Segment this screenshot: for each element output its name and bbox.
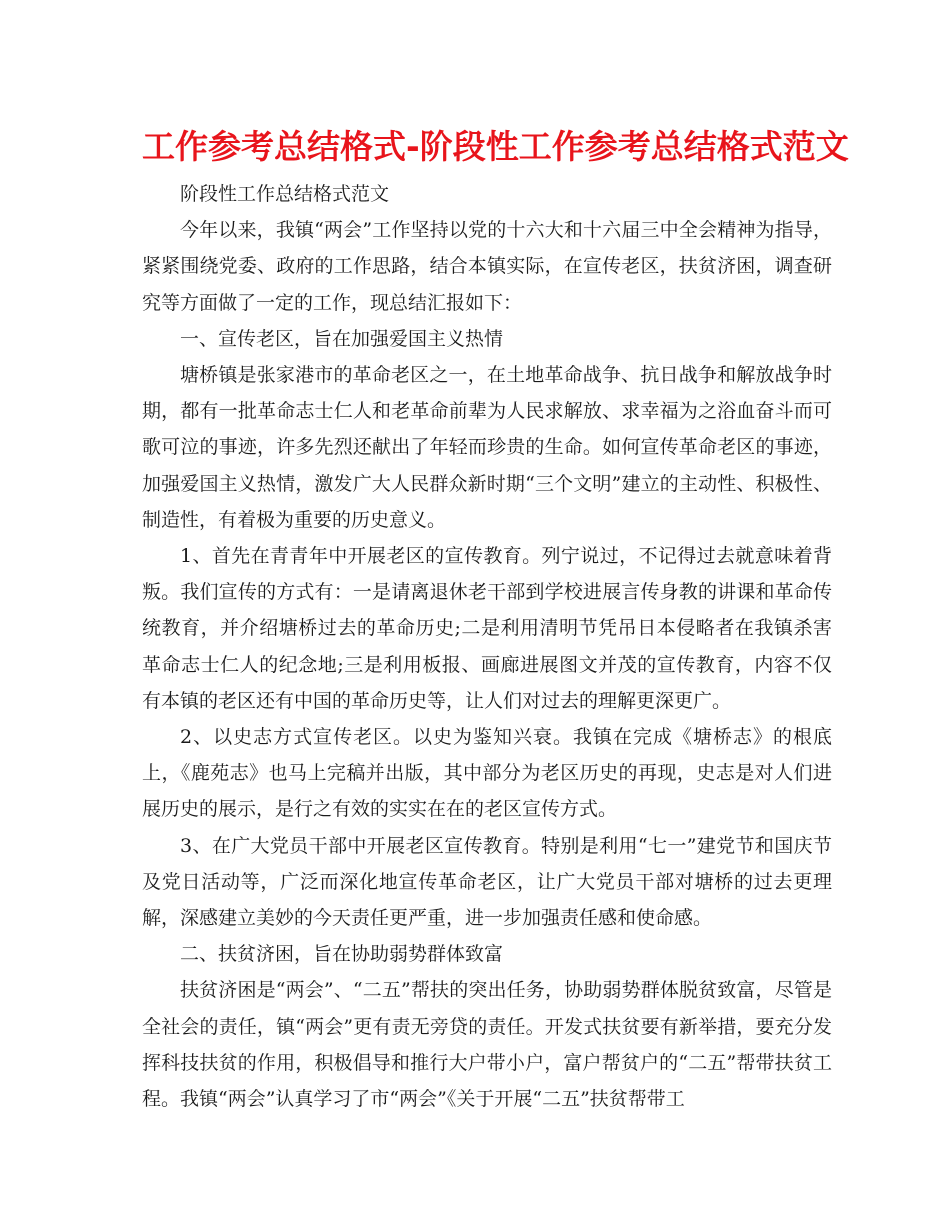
document-title: 工作参考总结格式-阶段性工作参考总结格式范文 bbox=[142, 127, 849, 166]
paragraph-item-3: 3、在广大党员干部中开展老区宣传教育。特别是利用“七一”建党节和国庆节及党日活动等，广泛而深化地宣传革命老区，让广大党员干部对塘桥的过去更理解，深感建立美妙的今天责任更严重，进一步加强责任感和使命感。 bbox=[142, 834, 832, 930]
paragraph-subtitle: 阶段性工作总结格式范文 bbox=[180, 183, 390, 205]
section-heading-1: 一、宣传老区，旨在加强爱国主义热情 bbox=[180, 327, 504, 350]
paragraph-item-1: 1、首先在青青年中开展老区的宣传教育。列宁说过，不记得过去就意味着背叛。我们宣传的方式有：一是请离退休老干部到学校进展言传身教的讲课和革命传统教育，并介绍塘桥过去的革命历史;二是利用清明节凭吊日本侵略者在我镇杀害革命志士仁人的纪念地;三是利用板报、画廊进展图文并茂的宣传教育，内容不仅有本镇的老区还有中国的革命历史等，让人们对过去的理解更深更广。 bbox=[142, 545, 832, 712]
paragraph-item-2: 2、以史志方式宣传老区。以史为鉴知兴衰。我镇在完成《塘桥志》的根底上，《鹿苑志》也马上完稿并出版，其中部分为老区历史的再现，史志是对人们进展历史的展示，是行之有效的实实在在的老区宣传方式。 bbox=[142, 726, 832, 821]
paragraph-intro: 今年以来，我镇“两会”工作坚持以党的十六大和十六届三中全会精神为指导，紧紧围绕党委、政府的工作思路，结合本镇实际，在宣传老区，扶贫济困，调查研究等方面做了一定的工作，现总结汇报如下： bbox=[142, 219, 832, 314]
section-heading-2: 二、扶贫济困，旨在协助弱势群体致富 bbox=[180, 943, 504, 966]
paragraph-tangqiao: 塘桥镇是张家港市的革命老区之一，在土地革命战争、抗日战争和解放战争时期，都有一批革命志士仁人和老革命前辈为人民求解放、求幸福为之浴血奋斗而可歌可泣的事迹，许多先烈还献出了年轻而珍贵的生命。如何宣传革命老区的事迹，加强爱国主义热情，激发广大人民群众新时期“三个文明”建立的主动性、积极性、制造性，有着极为重要的历史意义。 bbox=[142, 364, 832, 531]
paragraph-poverty: 扶贫济困是“两会”、“二五”帮扶的突出任务，协助弱势群体脱贫致富，尽管是全社会的责任，镇“两会”更有责无旁贷的责任。开发式扶贫要有新举措，要充分发挥科技扶贫的作用，积极倡导和推行大户带小户，富户帮贫户的“二五”帮带扶贫工程。我镇“两会”认真学习了市“两会”《关于开展“二五”扶贫帮带工 bbox=[142, 979, 832, 1111]
